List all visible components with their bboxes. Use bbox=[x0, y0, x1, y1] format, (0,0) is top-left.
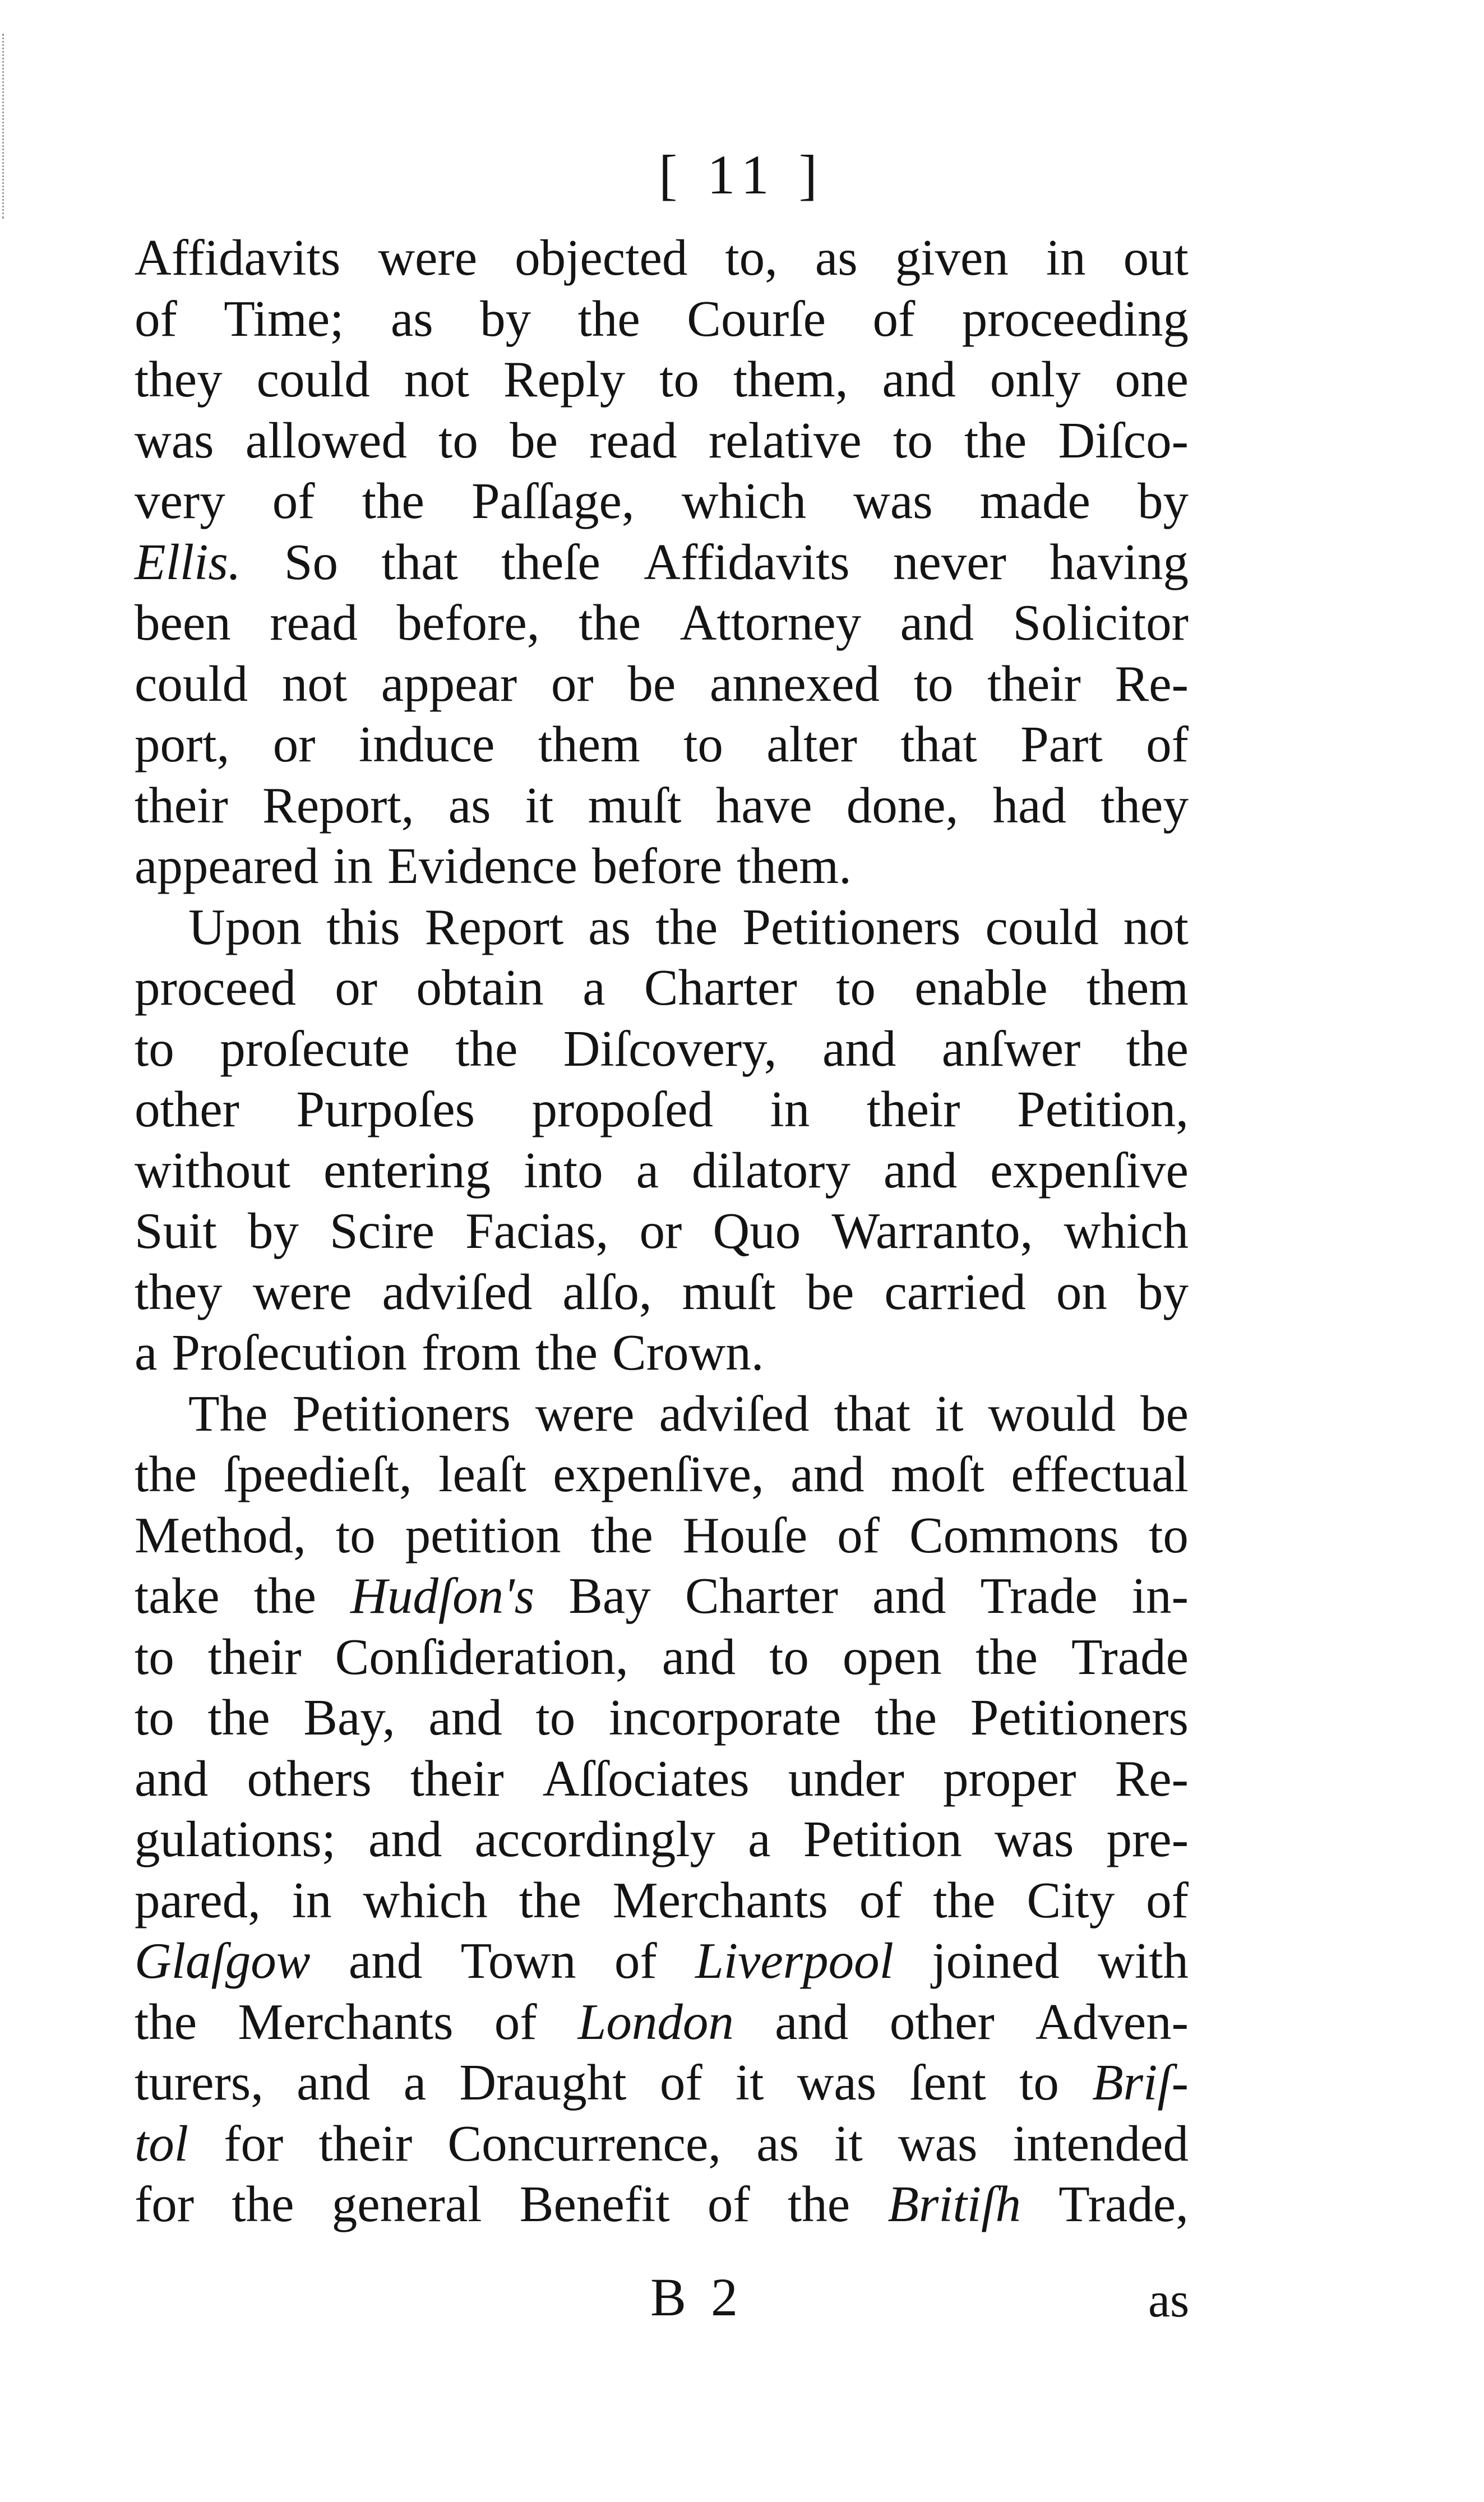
word: and bbox=[428, 1689, 502, 1746]
text-line bbox=[135, 289, 1189, 350]
word: not bbox=[281, 655, 348, 712]
word: theſe bbox=[501, 533, 600, 590]
word: Trade, bbox=[1058, 2176, 1189, 2232]
word: not bbox=[1123, 898, 1189, 955]
word: annexed bbox=[709, 655, 880, 712]
word: as bbox=[448, 776, 491, 834]
word: to bbox=[683, 716, 723, 773]
word: their bbox=[318, 2115, 413, 2172]
word: be bbox=[627, 655, 676, 712]
word: to bbox=[836, 959, 876, 1016]
word: others bbox=[247, 1750, 372, 1807]
word: the bbox=[362, 473, 424, 529]
word: Petition bbox=[803, 1811, 962, 1867]
word: adviſed bbox=[659, 1385, 810, 1442]
text-line bbox=[135, 1444, 1189, 1505]
word: having bbox=[1050, 533, 1189, 590]
word: to bbox=[893, 411, 933, 469]
word: muſt bbox=[588, 776, 682, 834]
word: proceeding bbox=[961, 290, 1189, 347]
word: to bbox=[135, 1628, 174, 1685]
word: Part bbox=[1020, 716, 1103, 773]
text-line bbox=[135, 2174, 1189, 2235]
word: Merchants bbox=[612, 1871, 828, 1928]
word: Affidavits bbox=[644, 533, 850, 590]
word: this bbox=[326, 898, 400, 955]
word: was bbox=[135, 411, 214, 469]
word: to bbox=[913, 655, 954, 712]
word: be bbox=[806, 1263, 854, 1320]
word: which bbox=[1064, 1203, 1189, 1259]
word: Charter bbox=[685, 1567, 838, 1624]
word: and bbox=[135, 1750, 209, 1807]
word: it bbox=[935, 1385, 964, 1442]
text-line bbox=[135, 714, 1189, 775]
word: tol bbox=[135, 2115, 189, 2172]
word: as bbox=[815, 229, 858, 286]
word: leaſt bbox=[438, 1446, 526, 1502]
word: they bbox=[1101, 776, 1189, 834]
word: which bbox=[681, 473, 807, 529]
word: read bbox=[270, 594, 358, 651]
word: it bbox=[735, 2054, 764, 2111]
word: proper bbox=[943, 1750, 1076, 1807]
word: Charter bbox=[644, 959, 797, 1016]
word: to bbox=[1019, 2054, 1059, 2111]
word: City bbox=[1027, 1871, 1115, 1928]
word: to bbox=[438, 411, 478, 469]
word: Glaſgow bbox=[135, 1932, 311, 1989]
word: of bbox=[494, 1993, 537, 2050]
word: one bbox=[1115, 351, 1189, 408]
word: Solicitor bbox=[1013, 594, 1189, 651]
word: and bbox=[882, 351, 956, 408]
word: So bbox=[284, 533, 339, 590]
word: before bbox=[591, 838, 723, 894]
text-line bbox=[135, 958, 1189, 1019]
word: Britiſh bbox=[887, 2176, 1021, 2232]
text-line bbox=[135, 1019, 1189, 1080]
word: for bbox=[135, 2176, 195, 2232]
word: which bbox=[363, 1871, 488, 1928]
word: to bbox=[769, 1628, 809, 1685]
word: done, bbox=[846, 776, 959, 834]
word: the bbox=[655, 898, 718, 955]
word: Suit bbox=[135, 1203, 217, 1259]
word: open bbox=[842, 1628, 942, 1685]
word: objected bbox=[515, 229, 688, 286]
word: the bbox=[207, 1689, 270, 1746]
word: they bbox=[135, 1263, 223, 1320]
text-line bbox=[135, 2113, 1189, 2175]
word: Petitioners bbox=[742, 898, 961, 955]
word: in bbox=[770, 1081, 810, 1137]
word: Report, bbox=[262, 776, 414, 834]
word: of bbox=[872, 290, 916, 347]
word: Bay, bbox=[303, 1689, 395, 1746]
word: and bbox=[775, 1993, 849, 2050]
word: intended bbox=[1013, 2115, 1189, 2172]
word: of bbox=[659, 2054, 702, 2111]
word: Upon bbox=[188, 898, 302, 955]
text-line bbox=[135, 593, 1189, 654]
word: accordingly bbox=[474, 1811, 716, 1867]
text-line bbox=[135, 228, 1189, 289]
word: Ellis. bbox=[135, 533, 241, 590]
word: allowed bbox=[245, 411, 407, 469]
word: into bbox=[524, 1141, 603, 1199]
word: obtain bbox=[416, 959, 544, 1016]
word: the bbox=[578, 594, 641, 651]
word: a bbox=[135, 1324, 158, 1381]
word: Bay bbox=[568, 1567, 651, 1624]
word: petition bbox=[405, 1506, 561, 1564]
word: pared, bbox=[135, 1871, 261, 1928]
word: Merchants bbox=[238, 1993, 454, 2050]
catchword: as bbox=[1148, 2273, 1190, 2328]
word: were bbox=[535, 1385, 635, 1442]
word: induce bbox=[358, 716, 495, 773]
word: that bbox=[834, 1385, 910, 1442]
word: a bbox=[748, 1811, 771, 1867]
word: Reply bbox=[503, 351, 626, 408]
word: Diſcovery, bbox=[563, 1020, 777, 1077]
word: Aſſociates bbox=[542, 1750, 750, 1807]
word: before, bbox=[396, 594, 540, 651]
word: them. bbox=[737, 838, 852, 894]
word: them, bbox=[733, 351, 848, 408]
word: very bbox=[135, 473, 225, 529]
word: turers, bbox=[135, 2054, 263, 2111]
word: to bbox=[335, 1506, 376, 1564]
word: of bbox=[837, 1506, 880, 1564]
word: take bbox=[135, 1567, 220, 1624]
word: Diſco- bbox=[1058, 411, 1189, 469]
word: only bbox=[990, 351, 1081, 408]
word: Facias, bbox=[465, 1203, 609, 1259]
word: it bbox=[525, 776, 554, 834]
word: and bbox=[883, 1141, 958, 1199]
word: and bbox=[368, 1811, 442, 1867]
word: that bbox=[381, 533, 458, 590]
word: in- bbox=[1131, 1567, 1189, 1624]
word: or bbox=[272, 716, 316, 773]
text-line bbox=[135, 1627, 1189, 1688]
word: London bbox=[577, 1993, 734, 2050]
word: Benefit bbox=[519, 2176, 670, 2232]
text-line bbox=[135, 1079, 1189, 1140]
word: Trade bbox=[980, 1567, 1098, 1624]
text-line bbox=[135, 2052, 1189, 2113]
word: expenſive, bbox=[553, 1446, 764, 1502]
word: from bbox=[421, 1324, 521, 1381]
word: Paſſage, bbox=[471, 473, 635, 529]
word: or bbox=[335, 959, 378, 1016]
word: their bbox=[135, 776, 228, 834]
word: their bbox=[866, 1081, 960, 1137]
text-line bbox=[135, 532, 1189, 593]
word: in bbox=[333, 838, 373, 894]
word: enable bbox=[914, 959, 1048, 1016]
word: the bbox=[135, 1993, 197, 2050]
word: with bbox=[1098, 1932, 1189, 1989]
word: a bbox=[582, 959, 605, 1016]
word: to, bbox=[725, 229, 778, 286]
word: Re- bbox=[1115, 1750, 1189, 1807]
word: have bbox=[715, 776, 812, 834]
word: Proſecution bbox=[172, 1324, 407, 1381]
word: Trade bbox=[1071, 1628, 1189, 1685]
word: the bbox=[975, 1628, 1038, 1685]
text-line bbox=[135, 897, 1189, 958]
word: Briſ- bbox=[1092, 2054, 1189, 2111]
text-line bbox=[135, 471, 1189, 532]
word: of bbox=[135, 290, 177, 347]
word: them bbox=[538, 716, 640, 773]
text-line bbox=[135, 1566, 1189, 1627]
word: was bbox=[797, 2054, 877, 2111]
word: be bbox=[1140, 1385, 1189, 1442]
word: read bbox=[589, 411, 677, 469]
word: proceed bbox=[135, 959, 296, 1016]
word: ſpeedieſt, bbox=[223, 1446, 412, 1502]
word: effectual bbox=[1011, 1446, 1189, 1502]
word: of bbox=[1146, 1871, 1189, 1928]
word: Hudſon's bbox=[350, 1567, 535, 1624]
word: Concurrence, bbox=[447, 2115, 722, 2172]
word: made bbox=[979, 473, 1090, 529]
text-line bbox=[135, 1687, 1189, 1749]
word: in bbox=[1046, 229, 1086, 286]
word: by bbox=[1137, 1263, 1189, 1320]
word: would bbox=[988, 1385, 1116, 1442]
word: on bbox=[1056, 1263, 1107, 1320]
word: a bbox=[636, 1141, 659, 1199]
word: and bbox=[872, 1567, 946, 1624]
word: general bbox=[331, 2176, 482, 2232]
text-line bbox=[135, 1201, 1189, 1262]
word: the bbox=[964, 411, 1027, 469]
word: entering bbox=[323, 1141, 491, 1199]
word: as bbox=[588, 898, 631, 955]
word: that bbox=[900, 716, 977, 773]
word: Conſideration, bbox=[335, 1628, 628, 1685]
word: Liverpool bbox=[695, 1932, 894, 1989]
word: and bbox=[900, 594, 974, 651]
word: the bbox=[933, 1871, 996, 1928]
word: was bbox=[898, 2115, 978, 2172]
word: by bbox=[480, 290, 531, 347]
word: by bbox=[247, 1203, 299, 1259]
word: proſecute bbox=[220, 1020, 410, 1077]
word: could bbox=[256, 351, 370, 408]
word: Adven- bbox=[1035, 1993, 1189, 2050]
word: the bbox=[253, 1567, 316, 1624]
word: was bbox=[994, 1811, 1074, 1867]
word: the bbox=[874, 1689, 937, 1746]
word: them bbox=[1086, 959, 1189, 1016]
word: and bbox=[790, 1446, 864, 1502]
word: was bbox=[853, 473, 933, 529]
word: Quo bbox=[713, 1203, 801, 1259]
word: appear bbox=[381, 655, 517, 712]
word: Purpoſes bbox=[296, 1081, 475, 1137]
word: by bbox=[1137, 473, 1189, 529]
word: the bbox=[455, 1020, 518, 1077]
signature-mark: B 2 bbox=[650, 2267, 744, 2327]
word: incorporate bbox=[608, 1689, 842, 1746]
word: their bbox=[207, 1628, 302, 1685]
word: out bbox=[1123, 229, 1189, 286]
word: Method, bbox=[135, 1506, 306, 1564]
word: Houſe bbox=[682, 1506, 808, 1564]
word: given bbox=[895, 229, 1009, 286]
word: and bbox=[297, 2054, 371, 2111]
word: of bbox=[614, 1932, 657, 1989]
word: other bbox=[135, 1081, 239, 1137]
word: the bbox=[1126, 1020, 1189, 1077]
word: muſt bbox=[682, 1263, 776, 1320]
word: to bbox=[659, 351, 699, 408]
word: of bbox=[1146, 716, 1189, 773]
word: Re- bbox=[1115, 655, 1189, 712]
word: Warranto, bbox=[831, 1203, 1033, 1259]
word: the bbox=[535, 1324, 598, 1381]
text-line bbox=[135, 1931, 1189, 1992]
word: were bbox=[378, 229, 478, 286]
word: or bbox=[551, 655, 594, 712]
text-line bbox=[135, 1870, 1189, 1931]
word: carried bbox=[884, 1263, 1026, 1320]
word: could bbox=[985, 898, 1099, 955]
word: were bbox=[252, 1263, 352, 1320]
word: Attorney bbox=[679, 594, 862, 651]
word: their bbox=[410, 1750, 504, 1807]
word: of bbox=[272, 473, 315, 529]
word: The bbox=[188, 1385, 268, 1442]
word: as bbox=[390, 290, 433, 347]
word: the bbox=[232, 2176, 294, 2232]
word: Time; bbox=[224, 290, 344, 347]
word: propoſed bbox=[531, 1081, 713, 1137]
word: could bbox=[135, 655, 248, 712]
word: relative bbox=[708, 411, 862, 469]
word: the bbox=[787, 2176, 850, 2232]
word: Petition, bbox=[1017, 1081, 1189, 1137]
text-line bbox=[135, 654, 1189, 715]
text-line bbox=[135, 410, 1189, 471]
word: their bbox=[987, 655, 1081, 712]
word: port, bbox=[135, 716, 230, 773]
word: been bbox=[135, 594, 231, 651]
word: gulations; bbox=[135, 1811, 336, 1867]
word: alter bbox=[766, 716, 857, 773]
word: they bbox=[135, 351, 223, 408]
word: Report bbox=[424, 898, 564, 955]
word: to bbox=[1149, 1506, 1189, 1564]
text-line bbox=[135, 1262, 1189, 1323]
word: a bbox=[403, 2054, 427, 2111]
word: Evidence bbox=[387, 838, 577, 894]
word: to bbox=[135, 1689, 174, 1746]
word: Draught bbox=[459, 2054, 627, 2111]
word: or bbox=[639, 1203, 682, 1259]
text-line bbox=[135, 1384, 1189, 1445]
word: Petitioners bbox=[970, 1689, 1189, 1746]
word: in bbox=[292, 1871, 332, 1928]
word: it bbox=[834, 2115, 863, 2172]
page-number: [ 11 ] bbox=[659, 144, 825, 206]
word: Affidavits bbox=[135, 229, 341, 286]
word: under bbox=[788, 1750, 904, 1807]
word: adviſed bbox=[382, 1263, 533, 1320]
word: Crown. bbox=[612, 1324, 764, 1381]
word: pre- bbox=[1106, 1811, 1189, 1867]
word: Courſe bbox=[687, 290, 826, 347]
word: alſo, bbox=[562, 1263, 652, 1320]
word: appeared bbox=[135, 838, 319, 894]
word: Petitioners bbox=[292, 1385, 511, 1442]
body-text bbox=[135, 228, 1189, 2235]
word: and bbox=[822, 1020, 896, 1077]
word: ſent bbox=[909, 2054, 986, 2111]
word: joined bbox=[932, 1932, 1060, 1989]
word: had bbox=[992, 776, 1067, 834]
word: of bbox=[859, 1871, 902, 1928]
text-line bbox=[135, 1140, 1189, 1201]
word: moſt bbox=[891, 1446, 984, 1502]
text-line bbox=[135, 775, 1189, 836]
word: to bbox=[535, 1689, 576, 1746]
word: other bbox=[889, 1993, 995, 2050]
word: and bbox=[662, 1628, 736, 1685]
text-line bbox=[135, 1992, 1189, 2053]
word: never bbox=[893, 533, 1006, 590]
word: as bbox=[756, 2115, 799, 2172]
text-line bbox=[135, 349, 1189, 410]
word: of bbox=[707, 2176, 750, 2232]
word: Town bbox=[460, 1932, 576, 1989]
text-line bbox=[135, 1322, 1189, 1384]
word: the bbox=[135, 1446, 197, 1502]
word: Commons bbox=[909, 1506, 1120, 1564]
word: anſwer bbox=[941, 1020, 1081, 1077]
word: dilatory bbox=[691, 1141, 850, 1199]
word: be bbox=[510, 411, 558, 469]
word: expenſive bbox=[990, 1141, 1189, 1199]
word: not bbox=[404, 351, 469, 408]
word: without bbox=[135, 1141, 291, 1199]
text-line bbox=[135, 836, 1189, 897]
text-line bbox=[135, 1749, 1189, 1810]
word: and bbox=[348, 1932, 423, 1989]
word: for bbox=[224, 2115, 284, 2172]
word: the bbox=[519, 1871, 581, 1928]
word: the bbox=[590, 1506, 653, 1564]
text-line bbox=[135, 1809, 1189, 1870]
word: to bbox=[135, 1020, 174, 1077]
text-line bbox=[135, 1505, 1189, 1566]
word: the bbox=[577, 290, 640, 347]
word: Scire bbox=[330, 1203, 434, 1259]
